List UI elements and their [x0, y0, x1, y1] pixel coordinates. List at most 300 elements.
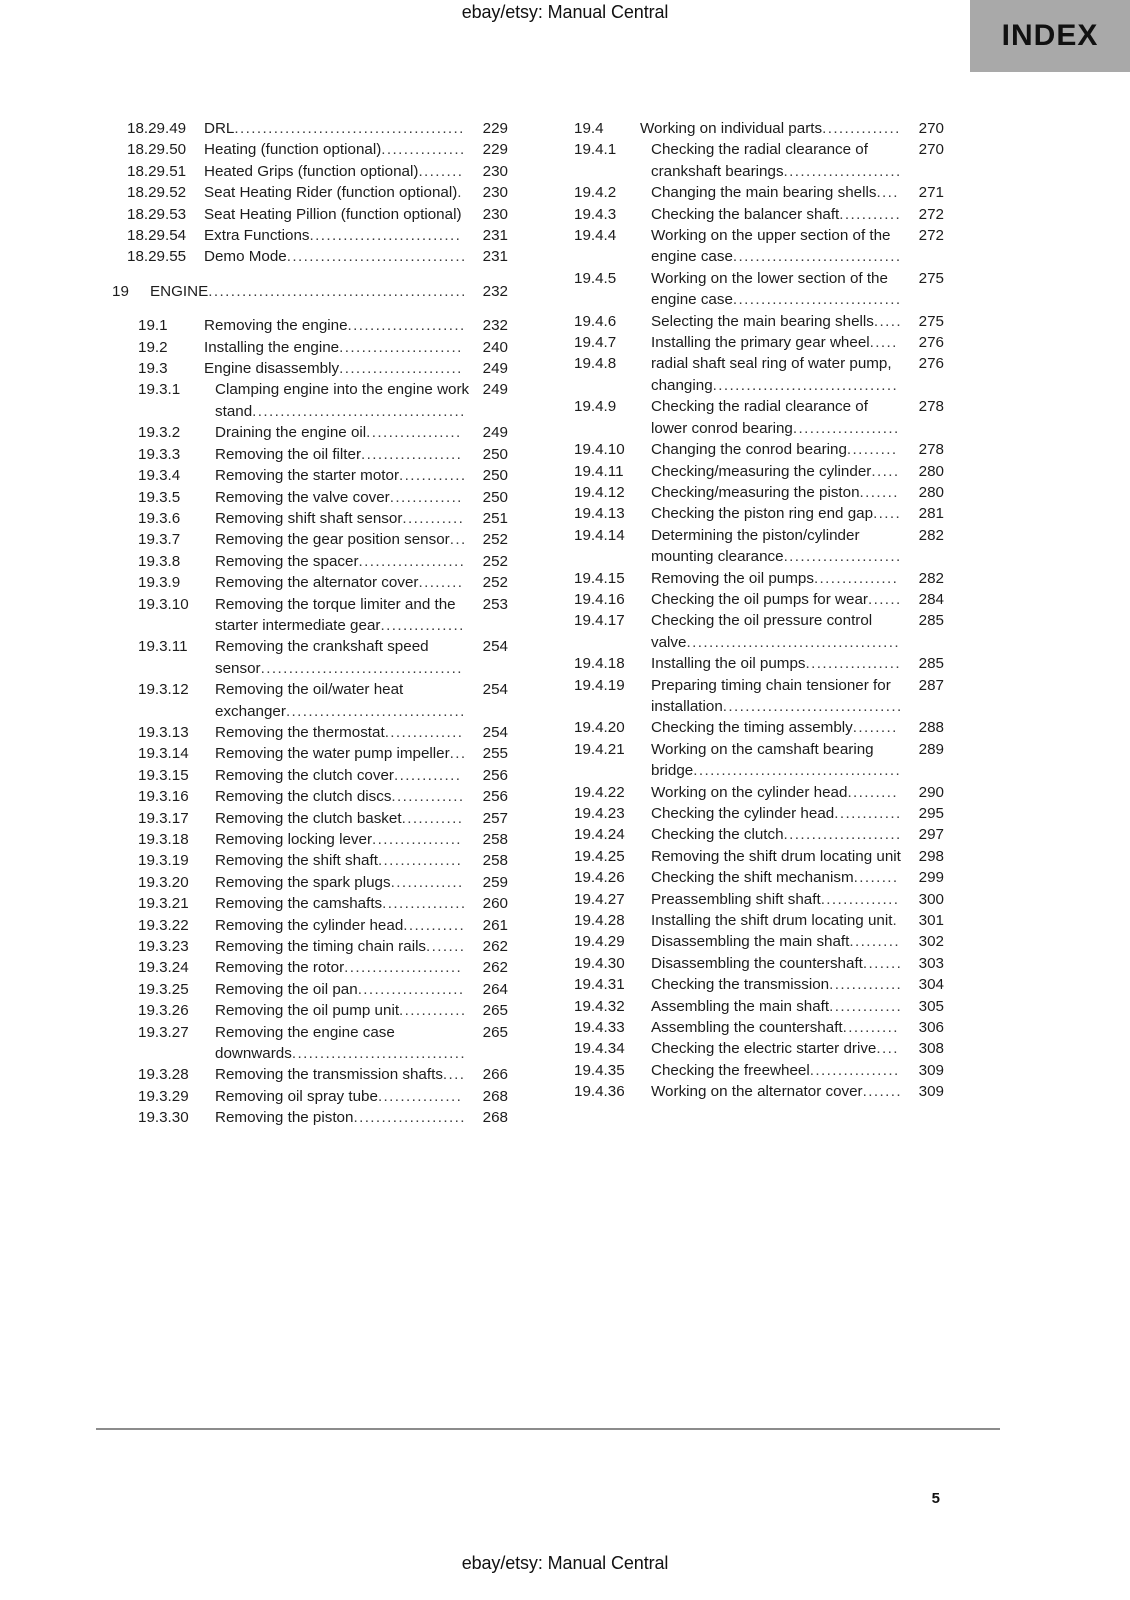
toc-entry-title: Working on the lower section of the engine case: [651, 269, 888, 309]
toc-entry[interactable]: [138, 529, 508, 550]
toc-entry-title: Removing the alternator cover: [215, 574, 419, 592]
toc-entry-number: 19.4.21: [574, 740, 625, 758]
toc-entry-title: Checking/measuring the piston: [651, 483, 860, 501]
toc-entry[interactable]: [574, 1060, 944, 1081]
toc-entry-body: [215, 508, 508, 529]
toc-entry[interactable]: [138, 444, 508, 465]
toc-entry[interactable]: [138, 594, 508, 637]
toc-entry[interactable]: [574, 396, 944, 439]
leader-dots: .......: [862, 1083, 902, 1101]
toc-entry-number: 19.3.14: [138, 745, 189, 763]
toc-entry-title: Removing the oil filter: [215, 445, 362, 463]
footer-divider: [96, 1428, 1000, 1430]
toc-entry[interactable]: [574, 1081, 944, 1102]
toc-entry-body: [651, 675, 944, 718]
toc-entry-number: 18.29.51: [127, 162, 187, 180]
toc-entry-number: 19.3.17: [138, 809, 189, 827]
table-of-contents: [0, 118, 1130, 1129]
toc-entry[interactable]: [112, 281, 508, 302]
toc-entry-body: [651, 782, 944, 803]
toc-entry-body: [215, 572, 508, 593]
leader-dots: ..............: [820, 890, 900, 908]
toc-entry-title: ENGINE: [150, 282, 209, 300]
leader-dots: .....................: [344, 959, 463, 977]
toc-entry[interactable]: [127, 246, 508, 267]
leader-dots: .............: [391, 788, 465, 806]
toc-entry[interactable]: [138, 636, 508, 679]
toc-entry[interactable]: [138, 465, 508, 486]
toc-entry[interactable]: [574, 653, 944, 674]
toc-entry-page: 232: [482, 282, 508, 300]
toc-entry[interactable]: [127, 161, 508, 182]
leader-dots: ..............................: [732, 291, 902, 309]
toc-entry-page: 309: [918, 1083, 944, 1101]
leader-dots: .....................: [783, 162, 902, 180]
toc-entry-title: Removing the shift drum locating unit: [651, 847, 901, 865]
toc-entry[interactable]: [574, 803, 944, 824]
toc-entry-page: 271: [918, 184, 944, 202]
leader-dots: ................................: [285, 702, 466, 720]
leader-dots: .............: [389, 488, 463, 506]
toc-entry-number: 19.3.15: [138, 766, 189, 784]
leader-dots: ....: [442, 1066, 466, 1084]
toc-entry[interactable]: [138, 422, 508, 443]
leader-dots: .: [892, 912, 899, 930]
toc-entry-number: 19.3.7: [138, 531, 181, 549]
toc-entry[interactable]: [574, 525, 944, 568]
toc-entry[interactable]: [138, 722, 508, 743]
leader-dots: ...: [449, 531, 467, 549]
toc-entry-body: [651, 996, 944, 1017]
toc-entry-page: 272: [918, 205, 944, 223]
toc-entry[interactable]: [574, 589, 944, 610]
toc-entry-page: 289: [918, 740, 944, 758]
toc-entry[interactable]: [138, 315, 508, 336]
toc-entry-page: 270: [918, 120, 944, 137]
toc-entry-number: 19.3.30: [138, 1109, 189, 1127]
toc-entry[interactable]: [574, 996, 944, 1017]
toc-entry-page: 262: [482, 959, 508, 977]
leader-dots: .............: [829, 997, 903, 1015]
toc-entry-number: 19.4.1: [574, 141, 617, 159]
toc-entry-page: 256: [482, 766, 508, 784]
toc-entry[interactable]: [138, 1107, 508, 1128]
toc-entry-title: Removing the timing chain rails: [215, 938, 427, 956]
toc-entry-page: 309: [918, 1061, 944, 1079]
leader-dots: ......................: [339, 360, 463, 378]
toc-entry-title: Determining the piston/cylinder mounting clearance: [651, 526, 860, 566]
toc-entry-page: 272: [918, 227, 944, 245]
toc-entry[interactable]: [574, 610, 944, 653]
toc-entry-page: 268: [482, 1087, 508, 1105]
toc-entry[interactable]: [138, 508, 508, 529]
toc-entry-page: 285: [918, 612, 944, 630]
toc-entry-title: Checking the timing assembly: [651, 719, 853, 737]
leader-dots: ....: [876, 184, 899, 202]
toc-entry-page: 300: [918, 890, 944, 908]
toc-entry-number: 19.3.8: [138, 552, 181, 570]
leader-dots: ......................................: [252, 402, 466, 420]
leader-dots: .....: [873, 312, 902, 330]
toc-entry[interactable]: [574, 974, 944, 995]
toc-entry-title: Checking the oil pressure control valve: [651, 612, 873, 651]
toc-entry-number: 19.4.29: [574, 933, 625, 951]
toc-entry[interactable]: [574, 503, 944, 524]
toc-entry-page: 259: [482, 873, 508, 891]
toc-entry-page: 282: [918, 569, 944, 587]
toc-entry-number: 19.4.26: [574, 869, 625, 887]
index-tab-label: INDEX: [1001, 19, 1099, 52]
toc-entry-page: 266: [482, 1066, 508, 1084]
toc-entry[interactable]: [138, 829, 508, 850]
toc-entry[interactable]: [127, 204, 508, 225]
leader-dots: ...........................: [309, 227, 462, 245]
toc-entry[interactable]: [574, 139, 944, 182]
toc-entry[interactable]: [574, 225, 944, 268]
toc-entry[interactable]: [138, 679, 508, 722]
toc-entry[interactable]: [138, 850, 508, 871]
toc-entry-number: 19.3.26: [138, 1002, 189, 1020]
toc-entry-title: Removing the spark plugs: [215, 873, 391, 891]
toc-entry-number: 19.3.28: [138, 1066, 189, 1084]
toc-entry-title: Installing the engine: [204, 338, 340, 356]
leader-dots: ...........: [401, 809, 464, 827]
toc-entry[interactable]: [574, 889, 944, 910]
toc-entry-body: [215, 1022, 508, 1065]
toc-entry-body: [204, 182, 508, 203]
toc-entry-title: Demo Mode: [204, 248, 287, 266]
toc-entry-page: 249: [482, 424, 508, 442]
toc-entry[interactable]: [138, 572, 508, 593]
toc-entry-number: 19.4.3: [574, 205, 617, 223]
toc-entry-body: [204, 246, 508, 267]
toc-entry-title: Installing the shift drum locating unit: [651, 912, 893, 930]
toc-entry[interactable]: [574, 1038, 944, 1059]
leader-dots: ...........: [839, 205, 902, 223]
leader-dots: ....: [876, 1040, 899, 1058]
toc-entry-body: [651, 353, 944, 396]
toc-entry[interactable]: [138, 915, 508, 936]
toc-entry[interactable]: [574, 846, 944, 867]
toc-entry-title: Preparing timing chain tensioner for installation: [651, 676, 891, 715]
toc-entry-title: Removing the spacer: [215, 552, 359, 570]
toc-entry-page: 290: [918, 783, 944, 801]
leader-dots: ............: [399, 1002, 467, 1020]
toc-entry[interactable]: [574, 182, 944, 203]
toc-entry-title: Disassembling the main shaft: [651, 933, 850, 951]
toc-entry[interactable]: [138, 358, 508, 379]
toc-entry[interactable]: [574, 867, 944, 888]
leader-dots: .....: [869, 334, 898, 352]
toc-entry[interactable]: [138, 743, 508, 764]
toc-entry-body: [651, 503, 944, 524]
toc-entry-title: Removing the crankshaft speed sensor: [215, 638, 429, 677]
toc-entry-number: 19: [112, 282, 129, 300]
toc-entry[interactable]: [574, 953, 944, 974]
toc-entry-number: 19.4.32: [574, 997, 625, 1015]
toc-entry-body: [651, 867, 944, 888]
leader-dots: .................: [366, 424, 462, 442]
toc-entry-title: Checking the balancer shaft: [651, 205, 840, 223]
toc-entry-number: 19.3.19: [138, 852, 189, 870]
leader-dots: ........: [853, 869, 899, 887]
toc-column-left: [112, 118, 508, 1129]
toc-entry[interactable]: [138, 893, 508, 914]
toc-entry[interactable]: [574, 1017, 944, 1038]
leader-dots: ......................................: [686, 633, 901, 651]
toc-entry-body: [651, 568, 944, 589]
toc-entry[interactable]: [574, 332, 944, 353]
toc-entry-body: [215, 893, 508, 914]
toc-entry-body: [204, 118, 508, 139]
toc-entry-title: Working on the cylinder head: [651, 783, 848, 801]
toc-entry-number: 19.4.28: [574, 912, 625, 930]
toc-entry-number: 19.3.27: [138, 1023, 189, 1041]
leader-dots: ....................................: [260, 659, 463, 677]
toc-entry-title: Working on individual parts: [640, 120, 823, 137]
toc-entry[interactable]: [138, 979, 508, 1000]
toc-entry-title: Removing the oil pumps: [651, 569, 814, 587]
toc-entry-title: Removing the clutch cover: [215, 766, 394, 784]
toc-entry[interactable]: [138, 337, 508, 358]
toc-entry[interactable]: [574, 824, 944, 845]
toc-entry-number: 19.4.8: [574, 355, 617, 373]
toc-entry-number: 19.4.20: [574, 719, 625, 737]
leader-dots: ...............: [377, 852, 463, 870]
leader-dots: ...........: [402, 509, 465, 527]
toc-entry-title: Removing the engine case downwards: [215, 1023, 395, 1063]
toc-entry-body: [651, 461, 944, 482]
toc-entry-title: Removing the valve cover: [215, 488, 390, 506]
toc-entry-page: 254: [482, 723, 508, 741]
toc-entry-number: 19.4.19: [574, 676, 625, 694]
toc-entry[interactable]: [574, 717, 944, 738]
toc-entry-body: [651, 1017, 944, 1038]
toc-entry[interactable]: [127, 182, 508, 203]
toc-entry-number: 19.4.9: [574, 398, 617, 416]
toc-entry-body: [215, 765, 508, 786]
toc-entry-body: [215, 487, 508, 508]
toc-entry-title: Removing the starter motor: [215, 467, 400, 485]
toc-entry[interactable]: [138, 1022, 508, 1065]
toc-entry-body: [215, 379, 508, 422]
toc-entry-page: 250: [482, 467, 508, 485]
leader-dots: .............: [829, 976, 903, 994]
toc-entry[interactable]: [574, 482, 944, 503]
toc-entry-body: [215, 1086, 508, 1107]
toc-entry[interactable]: [138, 765, 508, 786]
toc-entry-body: [215, 1107, 508, 1128]
toc-entry[interactable]: [574, 118, 944, 139]
toc-entry-body: [215, 1064, 508, 1085]
toc-entry-title: Heated Grips (function optional): [204, 162, 419, 180]
toc-entry[interactable]: [127, 118, 508, 139]
toc-entry[interactable]: [138, 957, 508, 978]
toc-entry[interactable]: [574, 311, 944, 332]
toc-entry-number: 19.3.21: [138, 895, 189, 913]
toc-entry-number: 18.29.49: [127, 120, 187, 137]
toc-entry-page: 230: [482, 205, 508, 223]
toc-entry-page: 280: [918, 462, 944, 480]
toc-entry-page: 278: [918, 441, 944, 459]
toc-entry-body: [215, 936, 508, 957]
toc-entry-number: 19.3.20: [138, 873, 189, 891]
toc-entry-page: 301: [918, 912, 944, 930]
toc-entry-number: 19.3.18: [138, 831, 189, 848]
toc-entry-body: [204, 204, 508, 225]
toc-entry[interactable]: [138, 1064, 508, 1085]
toc-entry-body: [651, 396, 944, 439]
leader-dots: .......: [859, 483, 899, 501]
toc-entry-title: Removing the clutch discs: [215, 788, 392, 806]
toc-entry-body: [640, 118, 944, 139]
toc-entry[interactable]: [574, 568, 944, 589]
leader-dots: .............: [390, 873, 464, 891]
toc-entry-title: Checking the electric starter drive: [651, 1040, 877, 1058]
toc-entry-title: Checking the piston ring end gap: [651, 505, 874, 523]
toc-entry-title: Removing the water pump impeller: [215, 745, 450, 763]
toc-entry-page: 229: [482, 141, 508, 159]
toc-entry-title: Checking the clutch: [651, 826, 784, 844]
toc-entry-body: [204, 337, 508, 358]
toc-entry-number: 19.3.11: [138, 638, 188, 656]
toc-entry-number: 19.4.12: [574, 483, 625, 501]
toc-entry[interactable]: [574, 910, 944, 931]
toc-entry-number: 19.4.31: [574, 976, 625, 994]
toc-entry-page: 252: [482, 574, 508, 592]
toc-entry-number: 19.3: [138, 360, 168, 378]
toc-entry-page: 254: [482, 638, 508, 656]
toc-entry-page: 278: [918, 398, 944, 416]
toc-entry[interactable]: [138, 551, 508, 572]
leader-dots: ..............: [384, 723, 464, 741]
leader-dots: ..............................................: [208, 282, 467, 300]
toc-entry[interactable]: [138, 808, 508, 829]
toc-entry-title: Selecting the main bearing shells: [651, 312, 874, 330]
leader-dots: ...............: [377, 1087, 463, 1105]
toc-entry-number: 19.4.11: [574, 462, 624, 480]
leader-dots: ........: [852, 719, 898, 737]
toc-entry-title: radial shaft seal ring of water pump, changing: [651, 355, 892, 394]
toc-entry-body: [651, 610, 944, 653]
leader-dots: ................: [809, 1061, 900, 1079]
leader-dots: .....................: [783, 826, 902, 844]
toc-entry-body: [651, 204, 944, 225]
toc-entry-title: Checking the radial clearance of crankshaft bearings: [651, 141, 868, 180]
toc-entry[interactable]: [127, 139, 508, 160]
toc-entry-number: 19.3.16: [138, 788, 189, 806]
toc-entry-page: 250: [482, 445, 508, 463]
toc-entry-number: 19.4.30: [574, 954, 625, 972]
toc-entry[interactable]: [574, 268, 944, 311]
toc-entry-page: 275: [918, 269, 944, 287]
toc-entry-page: 270: [918, 141, 944, 159]
toc-entry-page: 303: [918, 954, 944, 972]
toc-entry-page: 264: [482, 980, 508, 998]
toc-entry[interactable]: [138, 936, 508, 957]
toc-entry-body: [215, 465, 508, 486]
toc-entry-body: [651, 1060, 944, 1081]
toc-entry-number: 18.29.54: [127, 227, 187, 245]
toc-entry-number: 19.4.33: [574, 1019, 625, 1037]
toc-entry-title: Assembling the main shaft: [651, 997, 830, 1015]
toc-entry-body: [651, 439, 944, 460]
toc-entry-page: 284: [918, 590, 944, 608]
toc-entry-page: 297: [918, 826, 944, 844]
leader-dots: ...............: [382, 895, 467, 913]
toc-entry[interactable]: [574, 461, 944, 482]
toc-entry-number: 19.3.10: [138, 595, 189, 613]
toc-entry-page: 257: [482, 809, 508, 827]
toc-entry-body: [651, 482, 944, 503]
toc-entry-title: Clamping engine into the engine work stand: [215, 381, 470, 420]
toc-entry-body: [215, 979, 508, 1000]
toc-entry-body: [651, 589, 944, 610]
toc-entry-body: [215, 872, 508, 893]
leader-dots: ................................: [286, 248, 467, 266]
toc-entry[interactable]: [138, 872, 508, 893]
toc-entry-page: 281: [918, 505, 944, 523]
toc-entry-number: 19.1: [138, 317, 168, 335]
toc-entry-title: Changing the main bearing shells: [651, 184, 877, 202]
toc-entry-number: 19.4.15: [574, 569, 625, 587]
toc-entry[interactable]: [574, 931, 944, 952]
leader-dots: ..................: [361, 445, 463, 463]
toc-entry[interactable]: [127, 225, 508, 246]
toc-entry-title: Seat Heating Rider (function optional): [204, 184, 458, 202]
watermark-top: ebay/etsy: Manual Central: [461, 2, 669, 22]
leader-dots: .........: [846, 441, 898, 459]
toc-entry-number: 19.2: [138, 338, 168, 356]
toc-entry[interactable]: [574, 675, 944, 718]
toc-entry-number: 19.4.24: [574, 826, 625, 844]
toc-entry-title: Heating (function optional): [204, 141, 382, 159]
toc-entry[interactable]: [574, 782, 944, 803]
toc-entry-page: 302: [918, 933, 944, 951]
toc-entry-title: Extra Functions: [204, 227, 310, 245]
toc-entry[interactable]: [574, 204, 944, 225]
toc-entry[interactable]: [138, 786, 508, 807]
toc-entry[interactable]: [138, 1000, 508, 1021]
toc-entry-body: [651, 953, 944, 974]
toc-entry-title: Assembling the countershaft: [651, 1019, 843, 1037]
toc-entry-title: Checking the oil pumps for wear: [651, 590, 868, 608]
toc-entry-page: 258: [482, 852, 508, 870]
toc-entry-title: Removing the cylinder head: [215, 916, 404, 934]
toc-entry-page: 299: [918, 869, 944, 887]
toc-entry[interactable]: [574, 353, 944, 396]
leader-dots: .......: [426, 938, 466, 956]
toc-entry-body: [215, 743, 508, 764]
toc-entry[interactable]: [138, 1086, 508, 1107]
toc-entry-title: Checking the transmission: [651, 976, 830, 994]
toc-entry-title: Seat Heating Pillion (function optional): [204, 205, 462, 223]
toc-entry-number: 19.3.4: [138, 467, 181, 485]
toc-entry-number: 19.4.7: [574, 334, 617, 352]
toc-entry-body: [651, 931, 944, 952]
toc-entry-page: 260: [482, 895, 508, 913]
toc-entry[interactable]: [574, 439, 944, 460]
leader-dots: ..............: [822, 120, 901, 137]
toc-entry[interactable]: [138, 487, 508, 508]
toc-entry-number: 19.4.22: [574, 783, 625, 801]
toc-entry[interactable]: [138, 379, 508, 422]
toc-entry-body: [651, 182, 944, 203]
toc-entry[interactable]: [574, 739, 944, 782]
toc-entry-page: 298: [918, 847, 944, 865]
leader-dots: .........: [847, 783, 899, 801]
toc-entry-body: [651, 1038, 944, 1059]
